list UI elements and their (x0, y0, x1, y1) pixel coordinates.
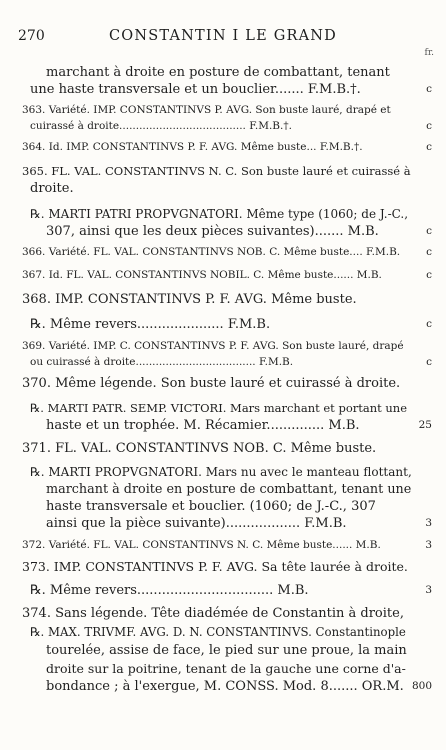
line-text: 373. IMP. CONSTANTINVS P. F. AVG. Sa tête laurée à droite. (22, 559, 408, 574)
catalogue-line (0, 678, 446, 695)
catalogue-line (0, 642, 446, 659)
line-text: ainsi que la pièce suivante).................. F.M.B. (46, 516, 347, 531)
rarity-value: c (426, 318, 432, 330)
catalogue-line (0, 354, 446, 371)
line-text: haste transversale et bouclier. (1060; de J.-C., 307 (46, 499, 376, 514)
catalogue-line (0, 180, 446, 197)
catalogue-line (0, 206, 446, 223)
line-text: tourelée, assise de face, le pied sur une proue, la main (46, 643, 407, 658)
catalogue-line (0, 464, 446, 481)
line-text: ℞. MARTI PROPVGNATORI. Mars nu avec le manteau flottant, (30, 465, 412, 479)
line-text: 369. Variété. IMP. C. CONSTANTINVS P. F. AVG. Son buste lauré, drapé (22, 340, 404, 352)
rarity-value: 25 (418, 419, 432, 431)
catalogue-line (0, 558, 446, 575)
catalogue-line (0, 64, 446, 81)
catalogue-line (0, 244, 446, 261)
catalogue-line (0, 267, 446, 284)
catalogue-line (0, 515, 446, 532)
rarity-value: c (426, 120, 432, 132)
line-text: 307, ainsi que les deux pièces suivantes)....... M.B. (46, 224, 379, 239)
line-text: ℞. Même revers..................... F.M.B. (30, 317, 271, 332)
line-text: 365. FL. VAL. CONSTANTINVS N. C. Son buste lauré et cuirassé à (22, 164, 411, 178)
catalogue-line (0, 102, 446, 119)
line-text: une haste transversale et un bouclier....... F.M.B.†. (30, 82, 361, 97)
line-text: ℞. Même revers................................. M.B. (30, 583, 309, 598)
line-text: 372. Variété. FL. VAL. CONSTANTINVS N. C. Même buste...... M.B. (22, 539, 381, 551)
line-text: marchant à droite en posture de combattant, tenant une (46, 482, 412, 497)
line-text: cuirassé à droite...................................... F.M.B.†. (30, 120, 292, 132)
line-text: 367. Id. FL. VAL. CONSTANTINVS NOBIL. C. Même buste...... M.B. (22, 269, 382, 281)
catalogue-line (0, 375, 446, 392)
page-number: 270 (18, 28, 45, 44)
line-text: 374. Sans légende. Tête diadémée de Constantin à droite, (22, 606, 404, 621)
rarity-value: c (426, 356, 432, 368)
catalogue-line (0, 537, 446, 554)
line-text: 364. Id. IMP. CONSTANTINVS P. F. AVG. Même buste... F.M.B.†. (22, 141, 363, 153)
catalogue-line (0, 81, 446, 98)
catalogue-line (0, 605, 446, 622)
rarity-value: 3 (425, 539, 432, 551)
line-text: 370. Même légende. Son buste lauré et cuirassé à droite. (22, 376, 401, 391)
rarity-value: c (426, 141, 432, 153)
line-text: 368. IMP. CONSTANTINVS P. F. AVG. Même buste. (22, 292, 357, 307)
rarity-value: c (426, 225, 432, 237)
catalogue-line (0, 118, 446, 135)
line-text: ou cuirassé à droite.................................... F.M.B. (30, 356, 294, 368)
catalogue-line (0, 498, 446, 515)
line-text: ℞. MARTI PATR. SEMP. VICTORI. Mars marchant et portant une (30, 401, 408, 415)
rarity-value: c (426, 246, 432, 258)
line-text: ℞. MAX. TRIVMF. AVG. D. N. CONSTANTINVS. Constantinople (30, 625, 406, 639)
catalogue-line (0, 316, 446, 333)
rarity-value: 3 (425, 517, 432, 529)
page-header (0, 28, 446, 58)
column-label: fr. (424, 48, 434, 58)
line-text: droite sur la poitrine, tenant de la gauche une corne d'a- (46, 661, 406, 676)
rarity-value: c (426, 83, 432, 95)
catalogue-line (0, 582, 446, 599)
catalogue-line (0, 400, 446, 417)
line-text: 366. Variété. FL. VAL. CONSTANTINVS NOB. C. Même buste.... F.M.B. (22, 246, 401, 258)
line-text: bondance ; à l'exergue, M. CONSS. Mod. 8....... OR.M. (46, 679, 404, 694)
rarity-value: 800 (411, 680, 432, 692)
catalogue-line (0, 223, 446, 240)
catalogue-line (0, 291, 446, 308)
line-text: 371. FL. VAL. CONSTANTINVS NOB. C. Même buste. (22, 441, 377, 456)
line-text: 363. Variété. IMP. CONSTANTINVS P. AVG. Son buste lauré, drapé et (22, 104, 391, 116)
catalogue-line (0, 338, 446, 355)
line-text: marchant à droite en posture de combattant, tenant (46, 65, 390, 80)
rarity-value: 3 (425, 584, 432, 596)
rarity-value: c (426, 269, 432, 281)
catalogue-line (0, 660, 446, 677)
catalogue-line (0, 440, 446, 457)
line-text: haste et un trophée. M. Récamier.............. M.B. (46, 418, 360, 433)
catalogue-line (0, 481, 446, 498)
catalogue-line (0, 624, 446, 641)
catalogue-line (0, 163, 446, 180)
catalogue-line (0, 417, 446, 434)
line-text: ℞. MARTI PATRI PROPVGNATORI. Même type (1060; de J.-C., (30, 207, 409, 221)
line-text: droite. (30, 181, 74, 196)
catalogue-line (0, 139, 446, 156)
running-title: CONSTANTIN I LE GRAND (109, 28, 337, 44)
